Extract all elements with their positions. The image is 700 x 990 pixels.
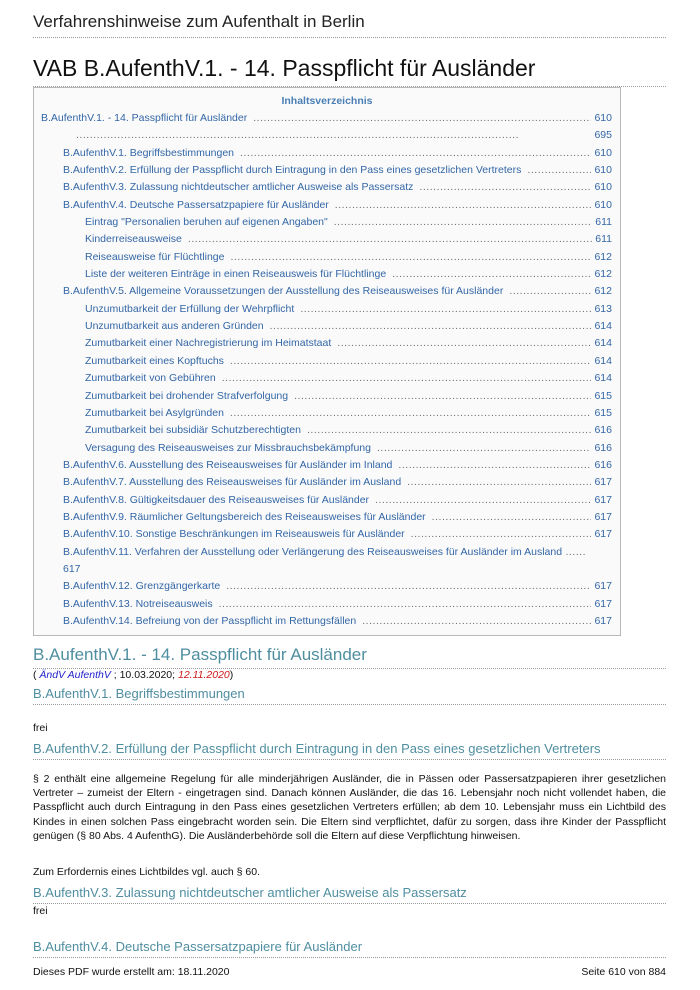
toc-leader: [392, 266, 591, 283]
toc-entry[interactable]: [34, 283, 620, 300]
section-heading-1: B.AufenthV.1. Begriffsbestimmungen: [33, 686, 666, 705]
section-2-text-2: Zum Erfordernis eines Lichtbildes vgl. auch § 60.: [33, 866, 261, 878]
toc-entry-page: 617: [594, 528, 612, 541]
toc-heading: Inhaltsverzeichnis: [281, 95, 373, 107]
toc-entry[interactable]: [34, 197, 620, 214]
toc-leader: [335, 197, 592, 214]
toc-entry[interactable]: [34, 440, 620, 457]
toc-entry-page: 610: [594, 198, 612, 211]
toc-entry-title: B.AufenthV.14. Befreiung von der Passpflicht im Rettungsfällen: [63, 614, 357, 627]
toc-leader: [419, 179, 591, 196]
section-2-text: § 2 enthält eine allgemeine Regelung für alle minderjährigen Ausländer, die in Pässen oder Passersatzpapieren ihrer gesetzlichen Vertreter – zumeist der Eltern - eingetragen sind. Danach können Ausländer, die das 16. Lebensjahr noch nicht vollendet haben, die Passpflicht auch durch Eintragung in den Pass eines gesetzlichen Vertreters erfüllen; ab dem 10. Lebensjahr muss ein Lichtbild des Kindes in einen solchen Pass eingebracht worden sein. Die Eltern sind verpflichtet, dafür zu sorgen, dass ihre Kinder der Passpflicht genügen (§ 80 Abs. 4 AufenthG). Die Ausländerbehörde soll die Eltern auf diese Verpflichtung hinweisen.: [33, 773, 666, 842]
toc-leader: [337, 335, 591, 352]
change-note-updated-date: 12.11.2020: [177, 669, 230, 681]
toc-entry[interactable]: [34, 301, 620, 318]
toc-entry-title: Kinderreiseausweise: [85, 233, 182, 246]
toc-leader: [270, 318, 592, 335]
toc-leader: [411, 526, 592, 543]
toc-entry-page: 614: [594, 372, 612, 385]
toc-entry-title: B.AufenthV.3. Zulassung nichtdeutscher amtlicher Ausweise als Passersatz: [63, 181, 414, 194]
toc-leader: [240, 145, 591, 162]
toc-entry-page: 617: [594, 614, 612, 627]
toc-leader: [253, 110, 591, 127]
toc-entry-page: 612: [594, 285, 612, 298]
toc-entry[interactable]: [34, 335, 620, 352]
toc-entry[interactable]: [34, 353, 620, 370]
toc-entry[interactable]: [34, 162, 620, 179]
toc-leader: [300, 301, 591, 318]
change-note-date: ; 10.03.2020;: [110, 669, 178, 681]
toc-entry-title: Eintrag "Personalien beruhen auf eigenen Angaben": [85, 216, 328, 229]
toc-entry-title: B.AufenthV.11. Verfahren der Ausstellung oder Verlängerung des Reiseausweises für Ausländer im Ausland: [63, 545, 563, 558]
toc-entry[interactable]: [34, 596, 620, 613]
toc-entry-page: 611: [595, 233, 612, 246]
toc-leader: [375, 492, 591, 509]
toc-leader: [230, 405, 592, 422]
footer-page-number: Seite 610 von 884: [581, 966, 666, 978]
toc-entry-page: 695: [594, 129, 612, 142]
toc-entry-page: 617: [594, 597, 612, 610]
toc-entry-title: Zumutbarkeit bei Asylgründen: [85, 406, 224, 419]
toc-entry[interactable]: [34, 578, 620, 595]
toc-entry-page: 617: [63, 562, 81, 575]
toc-entry[interactable]: [34, 509, 620, 526]
toc-leader: [230, 249, 591, 266]
toc-leader: [226, 578, 591, 595]
toc-leader: [230, 353, 592, 370]
toc-entry-page: 611: [595, 216, 612, 229]
toc-entry-title: B.AufenthV.9. Räumlicher Geltungsbereich des Reiseausweises für Ausländer: [63, 510, 426, 523]
toc-entry[interactable]: [34, 526, 620, 543]
toc-entry[interactable]: [34, 388, 620, 405]
toc-entry[interactable]: [34, 249, 620, 266]
toc-leader: [362, 613, 591, 630]
toc-entry-page: 617: [594, 510, 612, 523]
toc-entry-title: B.AufenthV.4. Deutsche Passersatzpapiere für Ausländer: [63, 198, 329, 211]
toc-leader: ......: [562, 545, 586, 558]
toc-entry-title: B.AufenthV.10. Sonstige Beschränkungen im Reiseausweis für Ausländer: [63, 528, 405, 541]
running-head: Verfahrenshinweise zum Aufenthalt in Berlin: [33, 12, 666, 38]
toc-leader: [398, 457, 591, 474]
change-note-open: (: [33, 669, 40, 681]
toc-entry-page: 612: [594, 268, 612, 281]
change-note-close: ): [229, 669, 234, 681]
toc-entry-page: 616: [594, 441, 612, 454]
section-heading-4: B.AufenthV.4. Deutsche Passersatzpapiere für Ausländer: [33, 939, 666, 958]
toc-entry-page: 615: [594, 389, 612, 402]
toc-entry-title: Zumutbarkeit von Gebühren: [85, 372, 216, 385]
toc-entry[interactable]: [34, 405, 620, 422]
toc-leader: [527, 162, 591, 179]
toc-leader: [188, 231, 592, 248]
toc-leader: [294, 388, 591, 405]
toc-entry[interactable]: [34, 110, 620, 127]
toc-leader: [76, 127, 591, 144]
toc-entry-title: B.AufenthV.1. Begriffsbestimmungen: [63, 146, 235, 159]
toc-entry[interactable]: [34, 179, 620, 196]
toc-entry-page: 610: [594, 146, 612, 159]
section-heading-3: B.AufenthV.3. Zulassung nichtdeutscher amtlicher Ausweise als Passersatz: [33, 885, 666, 904]
toc-entry[interactable]: [34, 318, 620, 335]
toc-entry-page: 616: [594, 458, 612, 471]
toc-entry[interactable]: [34, 492, 620, 509]
toc-entry-title: B.AufenthV.12. Grenzgängerkarte: [63, 580, 221, 593]
main-section-heading: B.AufenthV.1. - 14. Passpflicht für Ausländer: [33, 645, 666, 669]
toc-entry[interactable]: [34, 457, 620, 474]
toc-entry[interactable]: [34, 370, 620, 387]
toc-entry[interactable]: [34, 422, 620, 439]
toc-entry-title: Zumutbarkeit bei subsidiär Schutzberechtigten: [85, 424, 301, 437]
change-note-link[interactable]: ÄndV AufenthV: [39, 669, 111, 681]
toc-entry-title: B.AufenthV.13. Notreiseausweis: [63, 597, 213, 610]
toc-entry-title: Zumutbarkeit bei drohender Strafverfolgung: [85, 389, 289, 402]
page-footer: [33, 966, 666, 978]
document-title: VAB B.AufenthV.1. - 14. Passpflicht für Ausländer: [33, 55, 666, 87]
toc-entry[interactable]: [34, 613, 620, 630]
toc-entry[interactable]: [34, 145, 620, 162]
toc-entry-title: Zumutbarkeit einer Nachregistrierung im Heimatstaat: [85, 337, 332, 350]
toc-leader: [307, 422, 592, 439]
toc-entry-page: 617: [594, 493, 612, 506]
section-3-text: frei: [33, 905, 48, 917]
toc-entry-title: Unzumutbarkeit aus anderen Gründen: [85, 320, 264, 333]
toc-entry[interactable]: [34, 214, 620, 231]
toc-entry[interactable]: [34, 266, 620, 283]
toc-leader: [377, 440, 591, 457]
table-of-contents: [33, 87, 621, 636]
toc-entry-page: 616: [594, 424, 612, 437]
toc-entry-page: 614: [594, 354, 612, 367]
toc-entry-page: 614: [594, 320, 612, 333]
section-heading-2: B.AufenthV.2. Erfüllung der Passpflicht durch Eintragung in den Pass eines gesetzlichen Vertreters: [33, 741, 666, 760]
toc-entry[interactable]: [34, 231, 620, 248]
toc-entry-page: 610: [594, 181, 612, 194]
toc-leader: [219, 596, 592, 613]
toc-entry-title: Liste der weiteren Einträge in einen Reiseausweis für Flüchtlinge: [85, 268, 387, 281]
toc-entry-title: Versagung des Reiseausweises zur Missbrauchsbekämpfung: [85, 441, 371, 454]
toc-entry-title: B.AufenthV.7. Ausstellung des Reiseausweises für Ausländer im Ausland: [63, 476, 402, 489]
section-1-text: frei: [33, 722, 48, 734]
change-note: [33, 669, 233, 681]
toc-entry-title: B.AufenthV.5. Allgemeine Voraussetzungen der Ausstellung des Reiseausweises für Ausländer: [63, 285, 504, 298]
toc-leader: [432, 509, 592, 526]
toc-entry-page: 610: [594, 164, 612, 177]
toc-entry[interactable]: [34, 474, 620, 491]
toc-entry-title: B.AufenthV.2. Erfüllung der Passpflicht durch Eintragung in den Pass eines gesetzlichen Vertreters: [63, 164, 522, 177]
toc-entry-page: 613: [594, 302, 612, 315]
toc-entry-page: 612: [594, 250, 612, 263]
toc-entry-title: B.AufenthV.8. Gültigkeitsdauer des Reiseausweises für Ausländer: [63, 493, 370, 506]
toc-entry-title: B.AufenthV.1. - 14. Passpflicht für Ausländer: [41, 112, 248, 124]
toc-entry-page: 617: [594, 580, 612, 593]
toc-entry-title: Zumutbarkeit eines Kopftuchs: [85, 354, 224, 367]
toc-entry-title: B.AufenthV.6. Ausstellung des Reiseausweises für Ausländer im Inland: [63, 458, 393, 471]
toc-leader: [222, 370, 592, 387]
footer-created-date: Dieses PDF wurde erstellt am: 18.11.2020: [33, 966, 230, 978]
toc-entry[interactable]: [34, 127, 620, 144]
toc-entry-title: Unzumutbarkeit der Erfüllung der Wehrpflicht: [85, 302, 295, 315]
toc-entry-page: 610: [594, 112, 612, 124]
toc-leader: [334, 214, 593, 231]
toc-entry[interactable]: [34, 544, 620, 579]
toc-entry-page: 614: [594, 337, 612, 350]
toc-entry-title: Reiseausweise für Flüchtlinge: [85, 250, 225, 263]
toc-leader: [509, 283, 591, 300]
toc-entry-page: 615: [594, 406, 612, 419]
toc-leader: [407, 474, 591, 491]
toc-entry-page: 617: [594, 476, 612, 489]
